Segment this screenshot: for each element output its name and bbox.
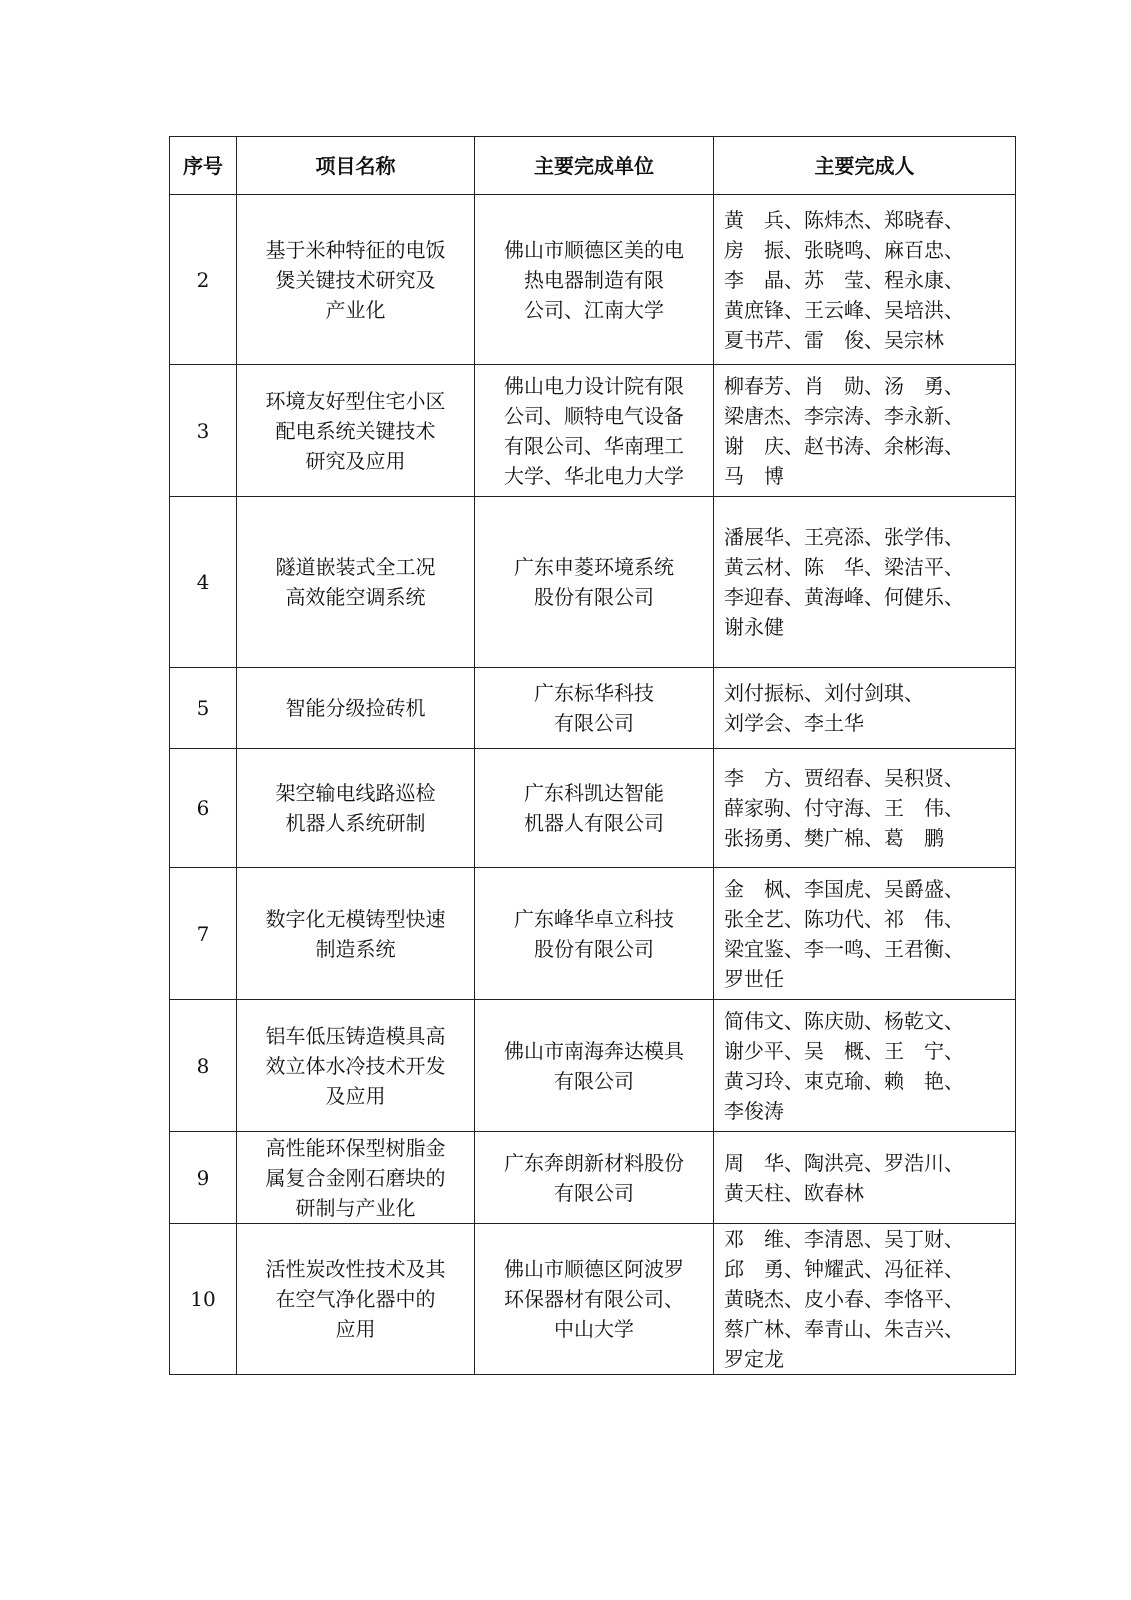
cell-no: 9	[170, 1132, 237, 1224]
cell-people-line: 薛家驹、付守海、王 伟、	[724, 796, 964, 820]
cell-people-line: 黄天柱、欧春林	[724, 1180, 864, 1205]
cell-project-name-line: 环境友好型住宅小区	[265, 388, 446, 413]
header-no: 序号	[170, 137, 237, 195]
cell-people	[714, 1000, 1016, 1132]
cell-unit	[475, 668, 714, 749]
cell-people-line: 张扬勇、樊广棉、葛 鹏	[724, 826, 944, 850]
cell-project-name-line: 铝车低压铸造模具高	[265, 1023, 446, 1048]
table-row	[170, 195, 1016, 365]
cell-no: 5	[170, 668, 237, 749]
table-row	[170, 1132, 1016, 1224]
cell-people-line: 罗世任	[724, 966, 784, 991]
cell-project-name-line: 属复合金刚石磨块的	[265, 1165, 446, 1190]
cell-unit-line: 环保器材有限公司、	[504, 1287, 684, 1311]
cell-people-line: 李 方、贾绍春、吴积贤、	[724, 766, 964, 790]
cell-unit	[475, 868, 714, 1000]
cell-project-name	[237, 749, 475, 868]
cell-people-line: 房 振、张晓鸣、麻百忠、	[724, 237, 964, 262]
cell-people-line: 邱 勇、钟耀武、冯征祥、	[724, 1257, 964, 1281]
cell-people-line: 谢 庆、赵书涛、余彬海、	[724, 433, 964, 458]
cell-unit-line: 公司、顺特电气设备	[504, 403, 684, 428]
cell-project-name-line: 产业化	[325, 297, 386, 322]
cell-project-name-line: 高性能环保型树脂金	[265, 1135, 446, 1160]
cell-people-line: 蔡广林、奉青山、朱吉兴、	[724, 1317, 964, 1341]
cell-people-line: 李 晶、苏 莹、程永康、	[724, 267, 964, 292]
cell-people-line: 潘展华、王亮添、张学伟、	[724, 525, 964, 549]
cell-people	[714, 749, 1016, 868]
cell-people-line: 谢少平、吴 概、王 宁、	[724, 1038, 964, 1063]
cell-people-line: 谢永健	[724, 615, 784, 639]
cell-project-name-line: 架空输电线路巡检	[275, 781, 436, 805]
cell-people-line: 李俊涛	[724, 1098, 784, 1123]
cell-unit-line: 大学、华北电力大学	[504, 463, 684, 488]
cell-unit-line: 佛山市南海奔达模具	[504, 1038, 684, 1063]
cell-people	[714, 1132, 1016, 1224]
cell-unit-line: 公司、江南大学	[524, 297, 664, 322]
cell-no: 8	[170, 1000, 237, 1132]
cell-no: 4	[170, 497, 237, 668]
cell-unit-line: 股份有限公司	[534, 936, 654, 961]
table-row	[170, 1224, 1016, 1375]
cell-project-name-line: 效立体水冷技术开发	[265, 1053, 446, 1078]
cell-project-name	[237, 497, 475, 668]
cell-project-name-line: 研究及应用	[305, 448, 406, 473]
cell-people-line: 黄云材、陈 华、梁洁平、	[724, 555, 964, 579]
cell-people-line: 周 华、陶洪亮、罗浩川、	[724, 1150, 964, 1175]
cell-unit	[475, 497, 714, 668]
cell-people-line: 罗定龙	[724, 1347, 784, 1371]
cell-no: 2	[170, 195, 237, 365]
cell-people-line: 梁唐杰、李宗涛、李永新、	[724, 403, 964, 428]
cell-project-name	[237, 365, 475, 497]
cell-project-name-line: 智能分级捡砖机	[285, 696, 426, 720]
cell-project-name	[237, 868, 475, 1000]
cell-project-name-line: 基于米种特征的电饭	[265, 237, 446, 262]
table-row	[170, 1000, 1016, 1132]
cell-unit-line: 广东申菱环境系统	[514, 555, 674, 579]
cell-project-name-line: 煲关键技术研究及	[275, 267, 436, 292]
cell-project-name-line: 制造系统	[315, 936, 396, 961]
cell-project-name-line: 高效能空调系统	[285, 585, 426, 609]
header-unit: 主要完成单位	[475, 137, 714, 195]
cell-project-name-line: 在空气净化器中的	[275, 1287, 436, 1311]
cell-unit	[475, 1000, 714, 1132]
cell-unit	[475, 195, 714, 365]
table-row	[170, 365, 1016, 497]
header-people: 主要完成人	[714, 137, 1016, 195]
table-row	[170, 749, 1016, 868]
cell-unit-line: 佛山市顺德区阿波罗	[504, 1257, 684, 1281]
cell-no: 6	[170, 749, 237, 868]
cell-people	[714, 497, 1016, 668]
cell-people-line: 黄庶锋、王云峰、吴培洪、	[724, 297, 964, 322]
cell-people-line: 柳春芳、肖 勋、汤 勇、	[724, 373, 964, 398]
cell-no: 3	[170, 365, 237, 497]
cell-unit-line: 中山大学	[554, 1317, 634, 1341]
table-row	[170, 868, 1016, 1000]
cell-people	[714, 195, 1016, 365]
cell-people	[714, 668, 1016, 749]
cell-unit-line: 广东标华科技	[534, 681, 654, 705]
cell-people-line: 刘学会、李土华	[724, 711, 864, 735]
cell-people-line: 马 博	[724, 463, 784, 488]
cell-unit-line: 热电器制造有限	[524, 267, 664, 292]
cell-people-line: 夏书芹、雷 俊、吴宗林	[724, 327, 944, 352]
header-row	[170, 137, 1016, 195]
cell-unit-line: 广东奔朗新材料股份	[504, 1150, 684, 1175]
cell-project-name-line: 机器人系统研制	[285, 811, 426, 835]
cell-unit-line: 有限公司	[554, 1180, 634, 1205]
cell-unit-line: 有限公司	[554, 1068, 634, 1093]
cell-unit-line: 广东峰华卓立科技	[514, 906, 674, 931]
table-row	[170, 668, 1016, 749]
cell-project-name	[237, 668, 475, 749]
cell-unit	[475, 1224, 714, 1375]
cell-project-name	[237, 1000, 475, 1132]
cell-people-line: 刘付振标、刘付剑琪、	[724, 681, 924, 705]
cell-people-line: 黄晓杰、皮小春、李恪平、	[724, 1287, 964, 1311]
cell-unit	[475, 1132, 714, 1224]
table-body	[170, 195, 1016, 1375]
cell-people	[714, 365, 1016, 497]
cell-unit-line: 机器人有限公司	[524, 811, 664, 835]
cell-project-name-line: 配电系统关键技术	[275, 418, 436, 443]
cell-people-line: 李迎春、黄海峰、何健乐、	[724, 585, 964, 609]
cell-people-line: 张全艺、陈功代、祁 伟、	[724, 906, 964, 931]
cell-people-line: 黄 兵、陈炜杰、郑晓春、	[724, 207, 964, 232]
header-project-name: 项目名称	[237, 137, 475, 195]
cell-people	[714, 868, 1016, 1000]
cell-unit-line: 广东科凯达智能	[524, 781, 664, 805]
table-row	[170, 497, 1016, 668]
cell-people-line: 邓 维、李清恩、吴丁财、	[724, 1227, 964, 1251]
cell-unit	[475, 365, 714, 497]
cell-people-line: 简伟文、陈庆勋、杨乾文、	[724, 1008, 964, 1033]
cell-people	[714, 1224, 1016, 1375]
cell-unit-line: 有限公司、华南理工	[504, 433, 684, 458]
cell-project-name-line: 及应用	[325, 1083, 386, 1108]
cell-project-name-line: 研制与产业化	[295, 1195, 416, 1220]
cell-unit-line: 佛山市顺德区美的电	[504, 237, 684, 262]
cell-project-name-line: 活性炭改性技术及其	[265, 1257, 446, 1281]
cell-unit-line: 股份有限公司	[534, 585, 654, 609]
cell-project-name-line: 隧道嵌装式全工况	[275, 555, 436, 579]
cell-project-name-line: 应用	[335, 1317, 376, 1341]
cell-no: 7	[170, 868, 237, 1000]
cell-people-line: 金 枫、李国虎、吴爵盛、	[724, 876, 964, 901]
awards-table	[169, 136, 1016, 1375]
cell-unit-line: 有限公司	[554, 711, 634, 735]
cell-people-line: 梁宜鉴、李一鸣、王君衡、	[724, 936, 964, 961]
cell-project-name	[237, 1132, 475, 1224]
cell-project-name	[237, 1224, 475, 1375]
cell-project-name	[237, 195, 475, 365]
cell-unit	[475, 749, 714, 868]
cell-no: 10	[170, 1224, 237, 1375]
cell-people-line: 黄习玲、束克瑜、赖 艳、	[724, 1068, 964, 1093]
cell-unit-line: 佛山电力设计院有限	[504, 373, 684, 398]
cell-project-name-line: 数字化无模铸型快速	[265, 906, 446, 931]
